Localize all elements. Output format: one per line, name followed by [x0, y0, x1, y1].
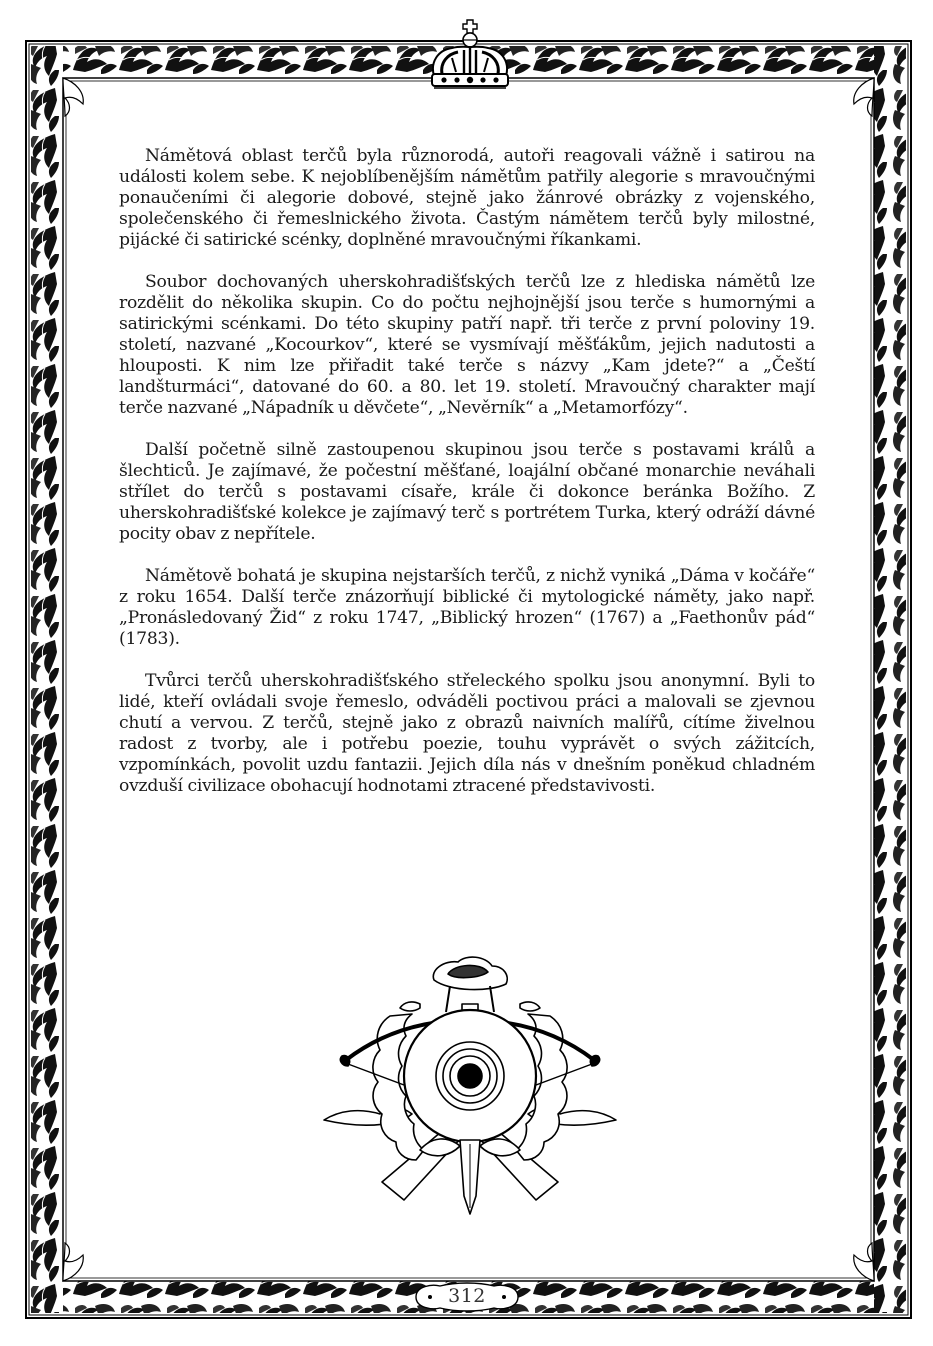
page-number: 312 — [448, 1285, 486, 1307]
shooting-club-emblem-icon — [320, 950, 620, 1220]
paragraph: Námětová oblast terčů byla různorodá, autoři reagovali vážně i satirou na události kolem sebe. K nejoblíbenějším námětům patřily alegorie s mravoučnými ponaučeními či alegorie dobové, stejně jako žánrové obrázky z vojenského, společenského či řemeslnického života. Častým námětem terčů byly milostné, pijácké či satirické scénky, doplněné mravoučnými říkankami. — [119, 146, 815, 250]
paragraph: Tvůrci terčů uherskohradišťského střeleckého spolku jsou anonymní. Byli to lidé, kteří ovládali svoje řemeslo, odváděli poctivou práci a malovali se zjevnou chutí a vervou. Z terčů, stejně jako z obrazů naivních malířů, cítíme živelnou radost z tvorby, ale i potřebu poezie, touhu vyprávět o svých zážitcích, vzpomínkách, povolit uzdu fantazii. Jejich díla nás v dnešním poněkud chladném ovzduší civilizace obohacují hodnotami ztracené představivosti. — [119, 671, 815, 796]
paragraph: Námětově bohatá je skupina nejstarších terčů, z nichž vyniká „Dáma v kočáře“ z roku 1654. Další terče znázorňují biblické či mytologické náměty, jako např. „Pronásledovaný Žid“ z roku 1747, „Biblický hrozen“ (1767) a „Faethonův pád“ (1783). — [119, 566, 815, 649]
paragraph: Soubor dochovaných uherskohradišťských terčů lze z hlediska námětů lze rozdělit do několika skupin. Co do počtu nejhojnější jsou terče s humornými a satirickými scénkami. Do této skupiny patří např. tři terče z první poloviny 19. století, nazvané „Kocourkov“, které se vysmívají měšťákům, jejich nadutosti a hlouposti. K nim lze přiřadit také terče s názvy „Kam jdete?“ a „Čeští landšturmáci“, datované do 60. a 80. let 19. století. Mravoučný charakter mají terče nazvané „Nápadník u děvčete“, „Nevěrník“ a „Metamorfózy“. — [119, 272, 815, 418]
body-text — [119, 146, 815, 818]
crown-icon — [420, 14, 520, 94]
paragraph: Další početně silně zastoupenou skupinou jsou terče s postavami králů a šlechticů. Je zajímavé, že počestní měšťané, loajální občané monarchie neváhali střílet do terčů s postavami císaře, krále či dokonce beránka Božího. Z uherskohradišťské kolekce je zajímavý terč s portrétem Turka, který odráží dávné pocity obav z nepřítele. — [119, 440, 815, 544]
